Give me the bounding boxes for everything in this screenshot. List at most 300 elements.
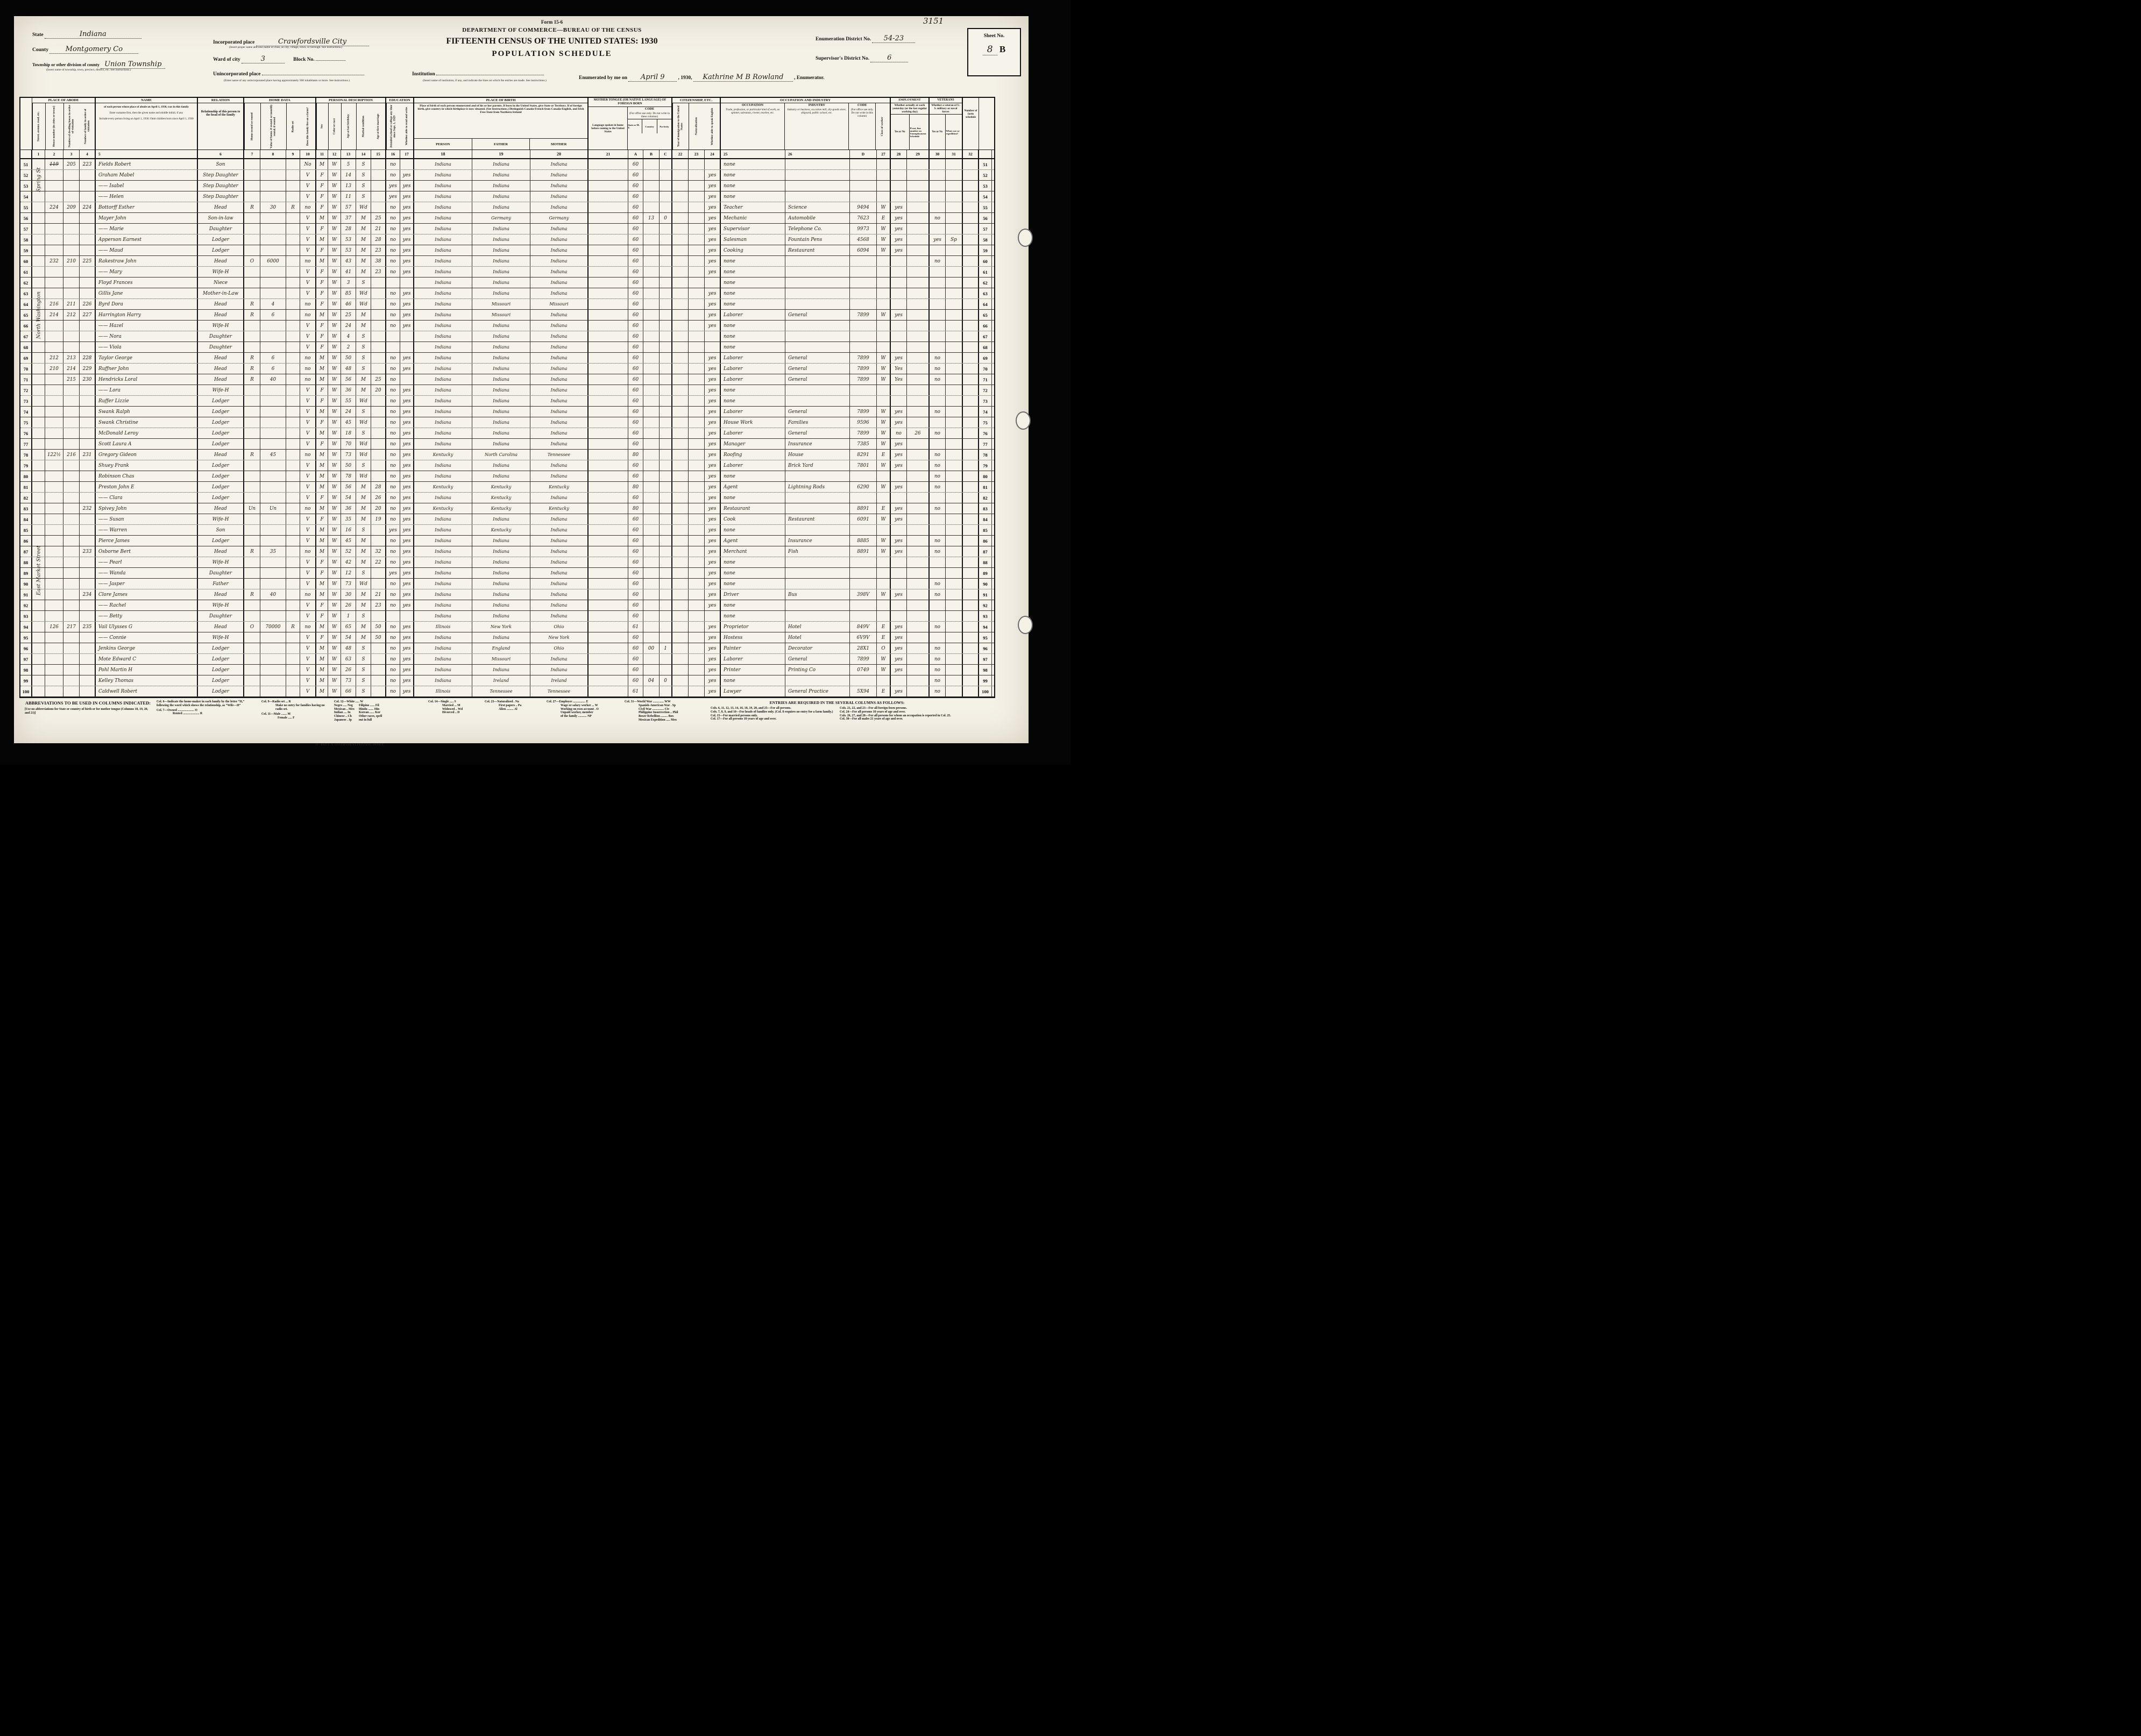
cell-occ: Cook: [721, 514, 785, 524]
cell-age: 66: [341, 686, 356, 696]
cell-vet: [930, 159, 946, 169]
cell-nat: [689, 460, 705, 471]
cell-war: [946, 589, 963, 600]
cell-bm: Indiana: [530, 579, 589, 589]
cell-wk: [891, 267, 907, 277]
cell-lang: [589, 288, 628, 298]
cell-age: 14: [341, 170, 356, 180]
cell-rad: [286, 331, 300, 341]
cell-wk: yes: [891, 234, 907, 245]
cell-ul: [907, 385, 930, 395]
cell-occ: none: [721, 159, 785, 169]
cell-cd: [850, 191, 877, 202]
cell-wk: [891, 159, 907, 169]
col4-family-header: Number of family in order of visitation: [84, 109, 90, 144]
cell-cd: 6091: [850, 514, 877, 524]
cell-age: 46: [341, 299, 356, 309]
cell-street: [32, 450, 45, 460]
cell-bf: Indiana: [472, 234, 530, 245]
cell-cd: [850, 342, 877, 352]
cell-own: [244, 675, 260, 686]
table-row-line-54: [20, 191, 994, 202]
cell-cb: [643, 686, 660, 696]
cell-lnr: 64: [979, 299, 992, 309]
cell-cd: [850, 321, 877, 331]
cell-vet: no: [930, 654, 946, 664]
cell-sex: M: [316, 654, 328, 664]
column-number-31: 31: [946, 150, 963, 158]
cell-vet: [930, 181, 946, 191]
cell-fam: [80, 471, 96, 481]
cell-fs: [963, 514, 979, 524]
cell-color: W: [328, 611, 341, 621]
sheet-number-box: [967, 28, 1021, 76]
cell-vet: no: [930, 407, 946, 417]
cell-color: W: [328, 471, 341, 481]
cell-name: Caldwell Robert: [96, 686, 198, 696]
col9-radio-header: Radio set: [286, 103, 300, 150]
cell-name: —— Nora: [96, 331, 198, 341]
cell-fam: [80, 654, 96, 664]
cell-ul: [907, 353, 930, 363]
cell-wk: [891, 579, 907, 589]
column-number-27: 27: [877, 150, 891, 158]
cell-ln: 77: [20, 439, 32, 449]
col23-list: First papers .. Pa Alien ......... Al: [499, 703, 522, 711]
cell-ind: Telephone Co.: [785, 224, 850, 234]
cell-house: [45, 245, 63, 255]
cell-eng: yes: [705, 460, 721, 471]
cell-vet: [930, 288, 946, 298]
cell-lang: [589, 278, 628, 288]
cell-occ: none: [721, 493, 785, 503]
cell-sex: M: [316, 622, 328, 632]
cell-ul: [907, 407, 930, 417]
cell-eng: yes: [705, 546, 721, 557]
cell-bf: Indiana: [472, 342, 530, 352]
cell-nat: [689, 654, 705, 664]
cell-vet: no: [930, 589, 946, 600]
cell-dw: [63, 342, 80, 352]
cell-agm: [371, 525, 386, 535]
cell-ca: 60: [628, 643, 643, 653]
cell-bp: Indiana: [414, 579, 472, 589]
cell-sex: M: [316, 643, 328, 653]
cell-age: 53: [341, 234, 356, 245]
cell-wk: [891, 342, 907, 352]
cell-lnr: 69: [979, 353, 992, 363]
cell-dw: [63, 407, 80, 417]
cell-mar: M: [356, 557, 371, 567]
cell-cd: [850, 288, 877, 298]
cell-house: [45, 417, 63, 428]
cell-lang: [589, 267, 628, 277]
cell-bf: Indiana: [472, 256, 530, 266]
cell-bp: Indiana: [414, 417, 472, 428]
cell-occ: Laborer: [721, 407, 785, 417]
cell-ln: 85: [20, 525, 32, 535]
cell-nat: [689, 213, 705, 223]
cell-rw: yes: [400, 622, 414, 632]
cell-sch: [386, 342, 400, 352]
cell-cls: E: [877, 686, 891, 696]
cell-fs: [963, 321, 979, 331]
cell-lnr: 92: [979, 600, 992, 610]
cell-cb: [643, 159, 660, 169]
cell-lang: [589, 503, 628, 514]
cell-ln: 57: [20, 224, 32, 234]
header-group-employment: [891, 98, 930, 150]
cell-rel: Lodger: [198, 482, 244, 492]
cell-val: [260, 342, 286, 352]
cell-street: [32, 202, 45, 212]
cell-sex: F: [316, 342, 328, 352]
cell-fs: [963, 170, 979, 180]
cell-cd: 7899: [850, 310, 877, 320]
cell-lang: [589, 579, 628, 589]
cell-color: W: [328, 267, 341, 277]
column-number-9: 9: [286, 150, 300, 158]
cell-cb: [643, 536, 660, 546]
cell-bm: Indiana: [530, 460, 589, 471]
cell-bm: Indiana: [530, 385, 589, 395]
cell-ul: [907, 181, 930, 191]
cell-bm: Indiana: [530, 396, 589, 406]
cell-vet: [930, 267, 946, 277]
cell-fam: 230: [80, 374, 96, 385]
cell-ln: 65: [20, 310, 32, 320]
cell-cc: [660, 546, 672, 557]
cell-bf: Indiana: [472, 245, 530, 255]
cell-ind: Bus: [785, 589, 850, 600]
cell-house: [45, 191, 63, 202]
cell-ca: 60: [628, 439, 643, 449]
cell-cd: [850, 181, 877, 191]
cell-sex: M: [316, 353, 328, 363]
cell-rel: Son: [198, 159, 244, 169]
cell-ul: [907, 546, 930, 557]
cell-house: 210: [45, 364, 63, 374]
cell-farm: V: [300, 471, 316, 481]
col13-age-header: Age at last birthday: [341, 103, 356, 150]
cell-wk: [891, 181, 907, 191]
column-number-16: 16: [386, 150, 400, 158]
cell-name: Vail Ulysses G: [96, 622, 198, 632]
cell-own: R: [244, 202, 260, 212]
table-row-line-83: [20, 503, 994, 514]
cell-ca: 60: [628, 331, 643, 341]
cell-eng: yes: [705, 385, 721, 395]
cell-bm: Indiana: [530, 256, 589, 266]
cell-house: [45, 579, 63, 589]
column-number-18: 18: [414, 150, 472, 158]
req-list-1: Cols. 6, 11, 12, 13, 14, 16, 18, 19, 20, and 25—For all persons. Cols. 7, 8, 9, and 10—For heads of families only. (Col. 8 requires no entry for a farm family.) Col. 15—For married persons only. Col. 17—For all persons 10 years of age and over.: [711, 707, 833, 721]
cell-cls: [877, 385, 891, 395]
cell-rel: Head: [198, 546, 244, 557]
cell-cb: [643, 202, 660, 212]
cell-bp: Indiana: [414, 568, 472, 578]
cell-dw: [63, 224, 80, 234]
cell-dw: [63, 439, 80, 449]
cell-own: [244, 493, 260, 503]
cell-street: [32, 686, 45, 696]
cell-occ: none: [721, 525, 785, 535]
cell-house: [45, 407, 63, 417]
cell-sex: F: [316, 202, 328, 212]
col20-mother-header: MOTHER: [550, 142, 567, 146]
cell-fs: [963, 428, 979, 438]
cell-sch: no: [386, 374, 400, 385]
cell-ln: 73: [20, 396, 32, 406]
cell-vet: no: [930, 482, 946, 492]
cell-cc: [660, 460, 672, 471]
col11b-abbr: Female ..... F: [278, 716, 295, 720]
table-row-line-73: [20, 396, 994, 407]
cell-lang: [589, 450, 628, 460]
cell-ln: 66: [20, 321, 32, 331]
cell-nat: [689, 611, 705, 621]
cell-cls: [877, 579, 891, 589]
cell-wk: [891, 568, 907, 578]
cell-eng: yes: [705, 407, 721, 417]
cell-vet: [930, 568, 946, 578]
cell-nat: [689, 493, 705, 503]
cell-rad: [286, 546, 300, 557]
column-number-32: 32: [963, 150, 979, 158]
cell-dw: [63, 568, 80, 578]
cell-rw: [400, 278, 414, 288]
cell-fs: [963, 353, 979, 363]
table-row-line-80: [20, 471, 994, 482]
cell-ul: [907, 643, 930, 653]
cell-imm: [672, 278, 689, 288]
cell-occ: none: [721, 600, 785, 610]
cell-fs: [963, 643, 979, 653]
cell-rad: [286, 181, 300, 191]
cell-sex: M: [316, 686, 328, 696]
cell-ind: General: [785, 428, 850, 438]
cell-bp: Kentucky: [414, 482, 472, 492]
cell-ul: [907, 579, 930, 589]
cell-agm: 26: [371, 493, 386, 503]
cell-fs: [963, 267, 979, 277]
cell-own: [244, 385, 260, 395]
enumeration-date: April 9: [628, 73, 677, 82]
cell-bm: Indiana: [530, 493, 589, 503]
cell-bp: Indiana: [414, 439, 472, 449]
cell-ul: [907, 417, 930, 428]
name-desc2: Enter surname first, then the given name and middle initial, if any: [109, 111, 183, 115]
col27a-abbr: Col. 27—Employer ................ E: [547, 700, 589, 703]
cell-mar: M: [356, 622, 371, 632]
cell-imm: [672, 439, 689, 449]
cell-rel: Lodger: [198, 665, 244, 675]
cell-house: [45, 665, 63, 675]
col10-farm-header: Does this family live on a farm?: [306, 107, 310, 146]
cell-ind: Science: [785, 202, 850, 212]
cell-cc: [660, 396, 672, 406]
table-row-line-66: [20, 321, 994, 331]
cell-lang: [589, 374, 628, 385]
cell-imm: [672, 503, 689, 514]
cell-fam: 223: [80, 159, 96, 169]
cell-lnr: 74: [979, 407, 992, 417]
cell-house: [45, 557, 63, 567]
cell-ul: [907, 557, 930, 567]
cell-bm: Indiana: [530, 181, 589, 191]
cell-imm: [672, 374, 689, 385]
cell-wk: yes: [891, 514, 907, 524]
cell-agm: 38: [371, 256, 386, 266]
cell-lnr: 77: [979, 439, 992, 449]
cell-rad: [286, 471, 300, 481]
cell-dw: [63, 482, 80, 492]
col26-industry-header: INDUSTRY: [808, 104, 825, 107]
cell-dw: 209: [63, 202, 80, 212]
cell-ul: [907, 589, 930, 600]
cell-nat: [689, 364, 705, 374]
cell-cb: [643, 396, 660, 406]
cell-rad: [286, 482, 300, 492]
cell-fs: [963, 493, 979, 503]
cell-war: [946, 181, 963, 191]
cell-nat: [689, 245, 705, 255]
cell-cls: [877, 342, 891, 352]
cell-street: [32, 407, 45, 417]
cell-ul: [907, 234, 930, 245]
cell-bf: Kentucky: [472, 493, 530, 503]
cell-imm: [672, 170, 689, 180]
table-row-line-64: [20, 299, 994, 310]
cell-dw: 216: [63, 450, 80, 460]
cell-cd: 7899: [850, 428, 877, 438]
cell-ul: [907, 364, 930, 374]
cell-house: 224: [45, 202, 63, 212]
cell-rad: [286, 278, 300, 288]
cell-rw: yes: [400, 224, 414, 234]
cell-sex: F: [316, 299, 328, 309]
cell-farm: V: [300, 514, 316, 524]
cell-sex: F: [316, 600, 328, 610]
cell-vet: no: [930, 428, 946, 438]
cell-rel: Daughter: [198, 342, 244, 352]
cell-dw: [63, 611, 80, 621]
cell-lang: [589, 686, 628, 696]
cell-own: [244, 471, 260, 481]
cell-imm: [672, 686, 689, 696]
cell-bm: Indiana: [530, 234, 589, 245]
cell-rad: [286, 191, 300, 202]
cell-fs: [963, 364, 979, 374]
cell-cls: [877, 493, 891, 503]
cell-rw: yes: [400, 407, 414, 417]
table-row-line-51: [20, 159, 994, 170]
cell-ca: 60: [628, 460, 643, 471]
cell-wk: yes: [891, 213, 907, 223]
cell-rw: yes: [400, 321, 414, 331]
cell-bm: Indiana: [530, 353, 589, 363]
cell-sch: no: [386, 654, 400, 664]
cell-occ: none: [721, 170, 785, 180]
cell-occ: none: [721, 385, 785, 395]
cell-rw: yes: [400, 482, 414, 492]
cell-sex: F: [316, 439, 328, 449]
cell-dw: [63, 643, 80, 653]
cell-own: [244, 579, 260, 589]
cell-color: W: [328, 299, 341, 309]
col23-block: [485, 700, 541, 722]
cell-imm: [672, 675, 689, 686]
cell-rad: [286, 589, 300, 600]
street-label-spring: Spring St: [36, 167, 42, 192]
cell-val: [260, 632, 286, 643]
cell-ind: Insurance: [785, 536, 850, 546]
cell-war: [946, 611, 963, 621]
cell-rad: [286, 245, 300, 255]
cell-dw: [63, 245, 80, 255]
cell-fs: [963, 665, 979, 675]
col18-person-header: PERSON: [414, 139, 472, 150]
cell-dw: [63, 267, 80, 277]
cell-name: Apperson Earnest: [96, 234, 198, 245]
cell-own: [244, 342, 260, 352]
cell-color: W: [328, 245, 341, 255]
cell-cls: [877, 181, 891, 191]
cell-street: [32, 665, 45, 675]
cell-bf: Indiana: [472, 321, 530, 331]
colA-header: State or M. T.: [628, 119, 642, 133]
cell-house: [45, 428, 63, 438]
cell-fam: [80, 460, 96, 471]
cell-cb: [643, 460, 660, 471]
cell-vet: no: [930, 374, 946, 385]
cell-val: [260, 245, 286, 255]
cell-mar: M: [356, 213, 371, 223]
cell-color: W: [328, 353, 341, 363]
cell-fs: [963, 159, 979, 169]
cell-ca: 60: [628, 417, 643, 428]
cell-war: [946, 493, 963, 503]
cell-val: 70000: [260, 622, 286, 632]
cell-sex: M: [316, 234, 328, 245]
cell-house: [45, 514, 63, 524]
cell-war: [946, 191, 963, 202]
cell-occ: Painter: [721, 643, 785, 653]
cell-cls: [877, 600, 891, 610]
cell-lnr: 58: [979, 234, 992, 245]
cell-bp: Indiana: [414, 364, 472, 374]
cell-house: [45, 482, 63, 492]
cell-cc: [660, 342, 672, 352]
cell-lang: [589, 191, 628, 202]
cell-vet: no: [930, 364, 946, 374]
cell-occ: Printer: [721, 665, 785, 675]
cell-ul: [907, 503, 930, 514]
cell-bm: Tennessee: [530, 686, 589, 696]
cell-own: [244, 170, 260, 180]
cell-house: 119: [45, 159, 63, 169]
cell-mar: M: [356, 632, 371, 643]
cell-ca: 60: [628, 234, 643, 245]
col8-value-header: Value of home, if owned, or monthly rental, if rented: [260, 103, 286, 150]
cell-cc: [660, 170, 672, 180]
cell-imm: [672, 525, 689, 535]
cell-ca: 60: [628, 288, 643, 298]
table-row-line-86: [20, 536, 994, 546]
cell-house: [45, 654, 63, 664]
cell-mar: S: [356, 342, 371, 352]
cell-rad: [286, 213, 300, 223]
